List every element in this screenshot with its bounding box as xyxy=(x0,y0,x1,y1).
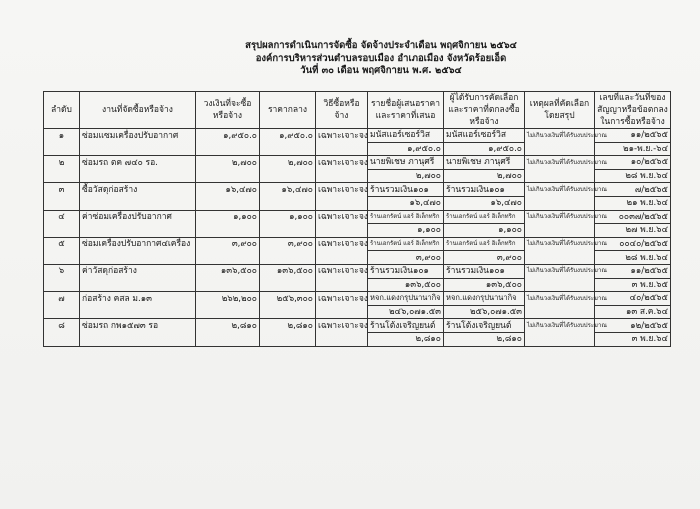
row-budget: ๒๖๒,๒๐๐ xyxy=(196,292,260,306)
row-budget: ๒,๗๐๐ xyxy=(196,156,260,170)
row-no: ๗ xyxy=(44,292,80,306)
header-organization: องค์การบริหารส่วนตำบลรอบเมือง อำเภอเมือง จังหวัดร้อยเอ็ด xyxy=(255,52,507,64)
table-subrow xyxy=(44,142,671,156)
row-contract-date: ๓ พ.ย.๖๔ xyxy=(595,332,671,346)
row-contract-date: ๒๑-พ.ย.-๖๔ xyxy=(595,142,671,156)
row-no: ๘ xyxy=(44,319,80,333)
row-bidder: ร้านเอกรัตน์ แอร์ อิเล็กทริก xyxy=(368,210,444,224)
col-header-budget: วงเงินที่จะซื้อหรือจ้าง xyxy=(196,92,260,129)
row-median: ๑๖,๔๗๐ xyxy=(260,183,316,197)
col-header-method: วิธีซื้อหรือจ้าง xyxy=(316,92,368,129)
row-bid-price: ๑,๑๐๐ xyxy=(368,224,444,238)
row-budget: ๑๖,๔๗๐ xyxy=(196,183,260,197)
row-contract-date: ๑๓ ส.ค.๖๔ xyxy=(595,305,671,319)
procurement-table xyxy=(43,91,671,347)
col-header-contract: เลขที่และวันที่ของสัญญาหรือข้อตกลงในการซื้อหรือจ้าง xyxy=(595,92,671,129)
row-method: เฉพาะเจาะจง xyxy=(316,183,368,197)
col-header-no: ลำดับ xyxy=(44,92,80,129)
row-reason: ไม่เกินวงเงินที่ได้รับงบประมาณ xyxy=(525,129,595,143)
row-median: ๒๕๖,๓๐๐ xyxy=(260,292,316,306)
table-header-row xyxy=(44,92,671,129)
row-contract-no: ๑๒/๒๕๖๕ xyxy=(595,319,671,333)
row-method: เฉพาะเจาะจง xyxy=(316,292,368,306)
row-contract-no: ๐๐๔๐/๒๕๖๕ xyxy=(595,237,671,251)
row-item: ซ่อมรถ ตค ๗๔๐ รอ. xyxy=(80,156,196,170)
row-no: ๕ xyxy=(44,237,80,251)
row-median: ๒,๗๐๐ xyxy=(260,156,316,170)
row-contract-date: ๓ พ.ย.๖๕ xyxy=(595,278,671,292)
row-contract-date: ๒๑ พ.ย.๖๔ xyxy=(595,196,671,210)
table-row xyxy=(44,292,671,306)
row-median: ๑๓๖,๕๐๐ xyxy=(260,264,316,278)
header-date: วันที่ ๓๐ เดือน พฤศจิกายน พ.ศ. ๒๕๖๔ xyxy=(300,65,462,76)
row-reason: ไม่เกินวงเงินที่ได้รับงบประมาณ xyxy=(525,156,595,170)
table-subrow xyxy=(44,196,671,210)
table-subrow xyxy=(44,224,671,238)
document-header xyxy=(0,40,700,78)
row-winner: ร้านโต้งเจริญยนต์ xyxy=(444,319,525,333)
row-item: ซ่อมเครื่องปรับอากาศ๔เครื่อง xyxy=(80,237,196,251)
row-win-price: ๒๕๖,๐๗๑.๕๓ xyxy=(444,305,525,319)
row-contract-no: ๑๑/๒๕๖๕ xyxy=(595,264,671,278)
row-item: ซ่อมรถ กพ๑๕๗๓ รอ xyxy=(80,319,196,333)
table-row xyxy=(44,129,671,143)
row-method: เฉพาะเจาะจง xyxy=(316,210,368,224)
row-budget: ๑๓๖,๕๐๐ xyxy=(196,264,260,278)
row-reason: ไม่เกินวงเงินที่ได้รับงบประมาณ xyxy=(525,292,595,306)
row-winner: ร้านเอกรัตน์ แอร์ อิเล็กทริก xyxy=(444,237,525,251)
table-subrow xyxy=(44,278,671,292)
row-budget: ๒,๘๑๐ xyxy=(196,319,260,333)
col-header-item: งานที่จัดซื้อหรือจ้าง xyxy=(80,92,196,129)
col-header-bidders: รายชื่อผู้เสนอราคาและราคาที่เสนอ xyxy=(368,92,444,129)
row-contract-no: ๑๐/๒๕๖๕ xyxy=(595,156,671,170)
row-no: ๖ xyxy=(44,264,80,278)
row-reason: ไม่เกินวงเงินที่ได้รับงบประมาณ xyxy=(525,319,595,333)
row-bid-price: ๒,๗๐๐ xyxy=(368,169,444,183)
table-row xyxy=(44,237,671,251)
row-bidder: ร้านรวมเงิน๑๐๑ xyxy=(368,183,444,197)
row-winner: มนัสแอร์เซอร์วิส xyxy=(444,129,525,143)
table-subrow xyxy=(44,332,671,346)
table-row xyxy=(44,264,671,278)
row-bidder: นายพิเชษ ภานุศรี xyxy=(368,156,444,170)
row-winner: ร้านเอกรัตน์ แอร์ อิเล็กทริก xyxy=(444,210,525,224)
row-bidder: ร้านเอกรัตน์ แอร์ อิเล็กทริก xyxy=(368,237,444,251)
row-winner: นายพิเชษ ภานุศรี xyxy=(444,156,525,170)
row-reason: ไม่เกินวงเงินที่ได้รับงบประมาณ xyxy=(525,210,595,224)
row-no: ๔ xyxy=(44,210,80,224)
row-method: เฉพาะเจาะจง xyxy=(316,129,368,143)
row-median: ๑,๙๕๐.๐ xyxy=(260,129,316,143)
row-median: ๑,๑๐๐ xyxy=(260,210,316,224)
row-bid-price: ๓,๙๐๐ xyxy=(368,251,444,265)
row-method: เฉพาะเจาะจง xyxy=(316,237,368,251)
row-budget: ๑,๑๐๐ xyxy=(196,210,260,224)
row-bid-price: ๑๓๖,๕๐๐ xyxy=(368,278,444,292)
row-reason: ไม่เกินวงเงินที่ได้รับงบประมาณ xyxy=(525,237,595,251)
row-contract-date: ๒๗ พ.ย.๖๔ xyxy=(595,224,671,238)
row-item: ซ่อมแซมเครื่องปรับอากาศ xyxy=(80,129,196,143)
row-no: ๓ xyxy=(44,183,80,197)
row-win-price: ๑๓๖,๕๐๐ xyxy=(444,278,525,292)
row-bidder: ร้านรวมเงิน๑๐๑ xyxy=(368,264,444,278)
table-subrow xyxy=(44,305,671,319)
header-title: สรุปผลการดำเนินการจัดซื้อ จัดจ้างประจำเดือน พฤศจิกายน ๒๕๖๔ xyxy=(245,40,517,51)
table-subrow xyxy=(44,169,671,183)
row-contract-no: ๔๐/๒๕๖๕ xyxy=(595,292,671,306)
col-header-winner: ผู้ได้รับการคัดเลือกและราคาที่ตกลงซื้อหรือจ้าง xyxy=(444,92,525,129)
row-no: ๑ xyxy=(44,129,80,143)
row-method: เฉพาะเจาะจง xyxy=(316,264,368,278)
row-win-price: ๑,๙๕๐.๐ xyxy=(444,142,525,156)
row-budget: ๓,๙๐๐ xyxy=(196,237,260,251)
row-bidder: หจก.แดงกรุปนานากิจ xyxy=(368,292,444,306)
row-bidder: มนัสแอร์เซอร์วิส xyxy=(368,129,444,143)
row-bid-price: ๑๖,๔๗๐ xyxy=(368,196,444,210)
col-header-median: ราคากลาง xyxy=(260,92,316,129)
row-winner: ร้านรวมเงิน๑๐๑ xyxy=(444,264,525,278)
table-row xyxy=(44,156,671,170)
row-item: ซื้อวัสดุก่อสร้าง xyxy=(80,183,196,197)
row-win-price: ๑๖,๔๗๐ xyxy=(444,196,525,210)
row-reason: ไม่เกินวงเงินที่ได้รับงบประมาณ xyxy=(525,264,595,278)
table-subrow xyxy=(44,251,671,265)
row-median: ๒,๘๑๐ xyxy=(260,319,316,333)
row-win-price: ๒,๗๐๐ xyxy=(444,169,525,183)
row-contract-no: ๑๑/๒๕๖๕ xyxy=(595,129,671,143)
row-bidder: ร้านโต้งเจริญยนต์ xyxy=(368,319,444,333)
table-row xyxy=(44,183,671,197)
row-median: ๓,๙๐๐ xyxy=(260,237,316,251)
row-contract-date: ๒๘ พ.ย.๖๔ xyxy=(595,169,671,183)
row-bid-price: ๑,๙๕๐.๐ xyxy=(368,142,444,156)
row-winner: ร้านรวมเงิน๑๐๑ xyxy=(444,183,525,197)
row-method: เฉพาะเจาะจง xyxy=(316,156,368,170)
row-bid-price: ๒,๘๑๐ xyxy=(368,332,444,346)
table-row xyxy=(44,210,671,224)
row-no: ๒ xyxy=(44,156,80,170)
row-item: ค่าวัสดุก่อสร้าง xyxy=(80,264,196,278)
row-bid-price: ๒๔๖,๐๗๑.๕๓ xyxy=(368,305,444,319)
row-contract-no: ๗/๒๕๖๕ xyxy=(595,183,671,197)
row-contract-date: ๒๘ พ.ย.๖๔ xyxy=(595,251,671,265)
row-win-price: ๒,๘๑๐ xyxy=(444,332,525,346)
row-winner: หจก.แดงกรุปนานากิจ xyxy=(444,292,525,306)
row-method: เฉพาะเจาะจง xyxy=(316,319,368,333)
row-win-price: ๓,๙๐๐ xyxy=(444,251,525,265)
row-win-price: ๑,๑๐๐ xyxy=(444,224,525,238)
row-item: ค่าซ่อมเครื่องปรับอากาศ xyxy=(80,210,196,224)
row-item: ก่อสร้าง คสล ม.๑๓ xyxy=(80,292,196,306)
table-row xyxy=(44,319,671,333)
col-header-reason: เหตุผลที่คัดเลือกโดยสรุป xyxy=(525,92,595,129)
row-budget: ๑,๙๕๐.๐ xyxy=(196,129,260,143)
row-contract-no: ๐๐๓๗/๒๕๖๕ xyxy=(595,210,671,224)
row-reason: ไม่เกินวงเงินที่ได้รับงบประมาณ xyxy=(525,183,595,197)
